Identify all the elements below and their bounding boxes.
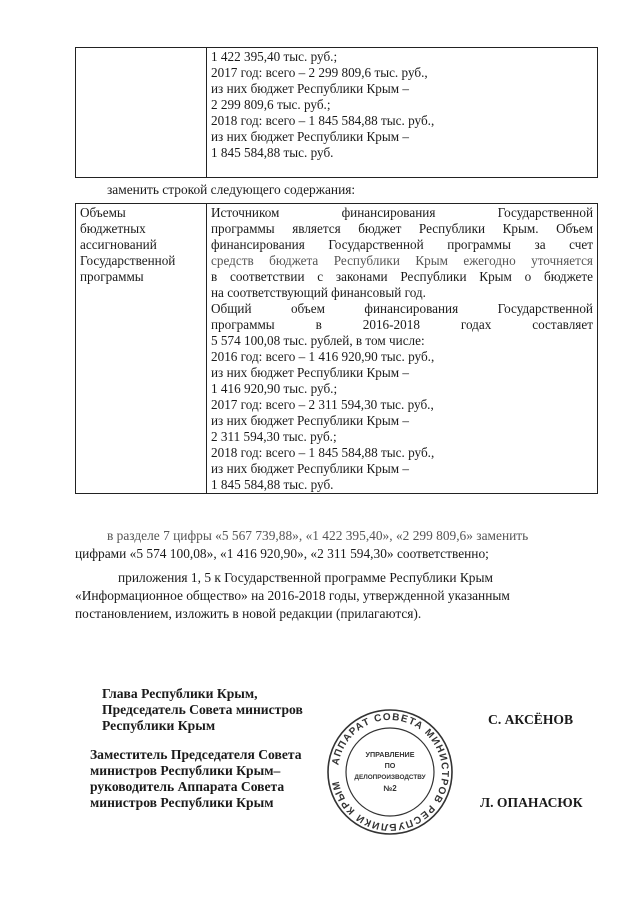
table-cell-right — [207, 48, 598, 178]
table-label-line: Объемы — [80, 205, 126, 220]
stamp-center-line: УПРАВЛЕНИЕ — [365, 750, 415, 759]
table-text-line: в соответствии с законами Республики Крым о бюджете — [211, 269, 593, 284]
table-cell-left — [76, 48, 207, 178]
table-text-line: из них бюджет Республики Крым – — [211, 365, 409, 380]
paragraph-line: приложения 1, 5 к Государственной программе Республики Крым — [118, 570, 493, 585]
stamp-inner-ring — [346, 728, 434, 816]
paragraph-line: «Информационное общество» на 2016-2018 годы, утвержденной указанным — [75, 588, 510, 603]
stamp-center-line: №2 — [383, 784, 397, 793]
table-text-line: средств бюджета Республики Крым ежегодно уточняется — [211, 253, 593, 268]
table-text-line: 1 845 584,88 тыс. руб. — [211, 477, 334, 492]
signatory-name: Л. ОПАНАСЮК — [480, 795, 583, 810]
table-text-line: Источником финансирования Государственной — [211, 205, 593, 220]
replace-instruction: заменить строкой следующего содержания: — [107, 182, 356, 197]
table-text-line: финансирования Государственной программы за счет — [211, 237, 593, 252]
table-text-line: 2018 год: всего – 1 845 584,88 тыс. руб., — [211, 445, 435, 460]
table-text-line: на соответствующий финансовый год. — [211, 285, 426, 300]
table-text-line: из них бюджет Республики Крым – — [211, 461, 409, 476]
table-text-line: Общий объем финансирования Государственной — [211, 301, 593, 316]
table-text-line: 1 422 395,40 тыс. руб.; — [211, 49, 338, 64]
table-label-line: Государственной — [80, 253, 176, 268]
signatory-name: С. АКСЁНОВ — [488, 712, 574, 727]
paragraph-line: в разделе 7 цифры «5 567 739,88», «1 422 395,40», «2 299 809,6» заменить — [107, 528, 529, 543]
table-text-line: 2 299 809,6 тыс. руб.; — [211, 97, 331, 112]
table-cell-right — [207, 204, 598, 494]
paragraph-line: цифрами «5 574 100,08», «1 416 920,90», «2 311 594,30» соответственно; — [75, 546, 489, 561]
financing-table-new — [75, 203, 598, 494]
table-label-line: ассигнований — [80, 237, 157, 252]
official-stamp — [325, 707, 455, 837]
table-text-line: из них бюджет Республики Крым – — [211, 81, 409, 96]
table-text-line: программы в 2016-2018 годах составляет — [211, 317, 593, 332]
signatory-title-line: Председатель Совета министров — [102, 702, 303, 717]
table-text-line: 2 311 594,30 тыс. руб.; — [211, 429, 337, 444]
table-row — [76, 204, 598, 494]
signatory-title-line: Глава Республики Крым, — [102, 686, 258, 701]
table-label-line: программы — [80, 269, 144, 284]
financing-table-previous — [75, 47, 598, 178]
table-text-line: 1 845 584,88 тыс. руб. — [211, 145, 334, 160]
stamp-ring-text: АППАРАТ СОВЕТА МИНИСТРОВ РЕСПУБЛИКИ КРЫМ — [330, 711, 451, 833]
table-text-line: 2016 год: всего – 1 416 920,90 тыс. руб., — [211, 349, 435, 364]
table-text-line: 2017 год: всего – 2 311 594,30 тыс. руб., — [211, 397, 434, 412]
paragraph-line: постановлением, изложить в новой редакции (прилагаются). — [75, 606, 422, 621]
table-text-line: 2017 год: всего – 2 299 809,6 тыс. руб., — [211, 65, 428, 80]
table-text-line: 1 416 920,90 тыс. руб.; — [211, 381, 338, 396]
table-text-line: программы является бюджет Республики Крым. Объем — [211, 221, 593, 236]
table-text-line: 5 574 100,08 тыс. рублей, в том числе: — [211, 333, 425, 348]
table-label-line: бюджетных — [80, 221, 146, 236]
table-cell-left — [76, 204, 207, 494]
table-text-line: из них бюджет Республики Крым – — [211, 129, 409, 144]
table-row — [76, 48, 598, 178]
signatory-title-line: министров Республики Крым — [90, 795, 274, 810]
table-text-line: 2018 год: всего – 1 845 584,88 тыс. руб., — [211, 113, 435, 128]
stamp-center-line: ДЕЛОПРОИЗВОДСТВУ — [354, 774, 426, 781]
signatory-title-line: министров Республики Крым– — [90, 763, 281, 778]
signatory-title-line: руководитель Аппарата Совета — [90, 779, 285, 794]
signatory-title-line: Заместитель Председателя Совета — [90, 747, 302, 762]
signatory-title-line: Республики Крым — [102, 718, 216, 733]
stamp-center-line: ПО — [384, 761, 396, 770]
table-text-line: из них бюджет Республики Крым – — [211, 413, 409, 428]
